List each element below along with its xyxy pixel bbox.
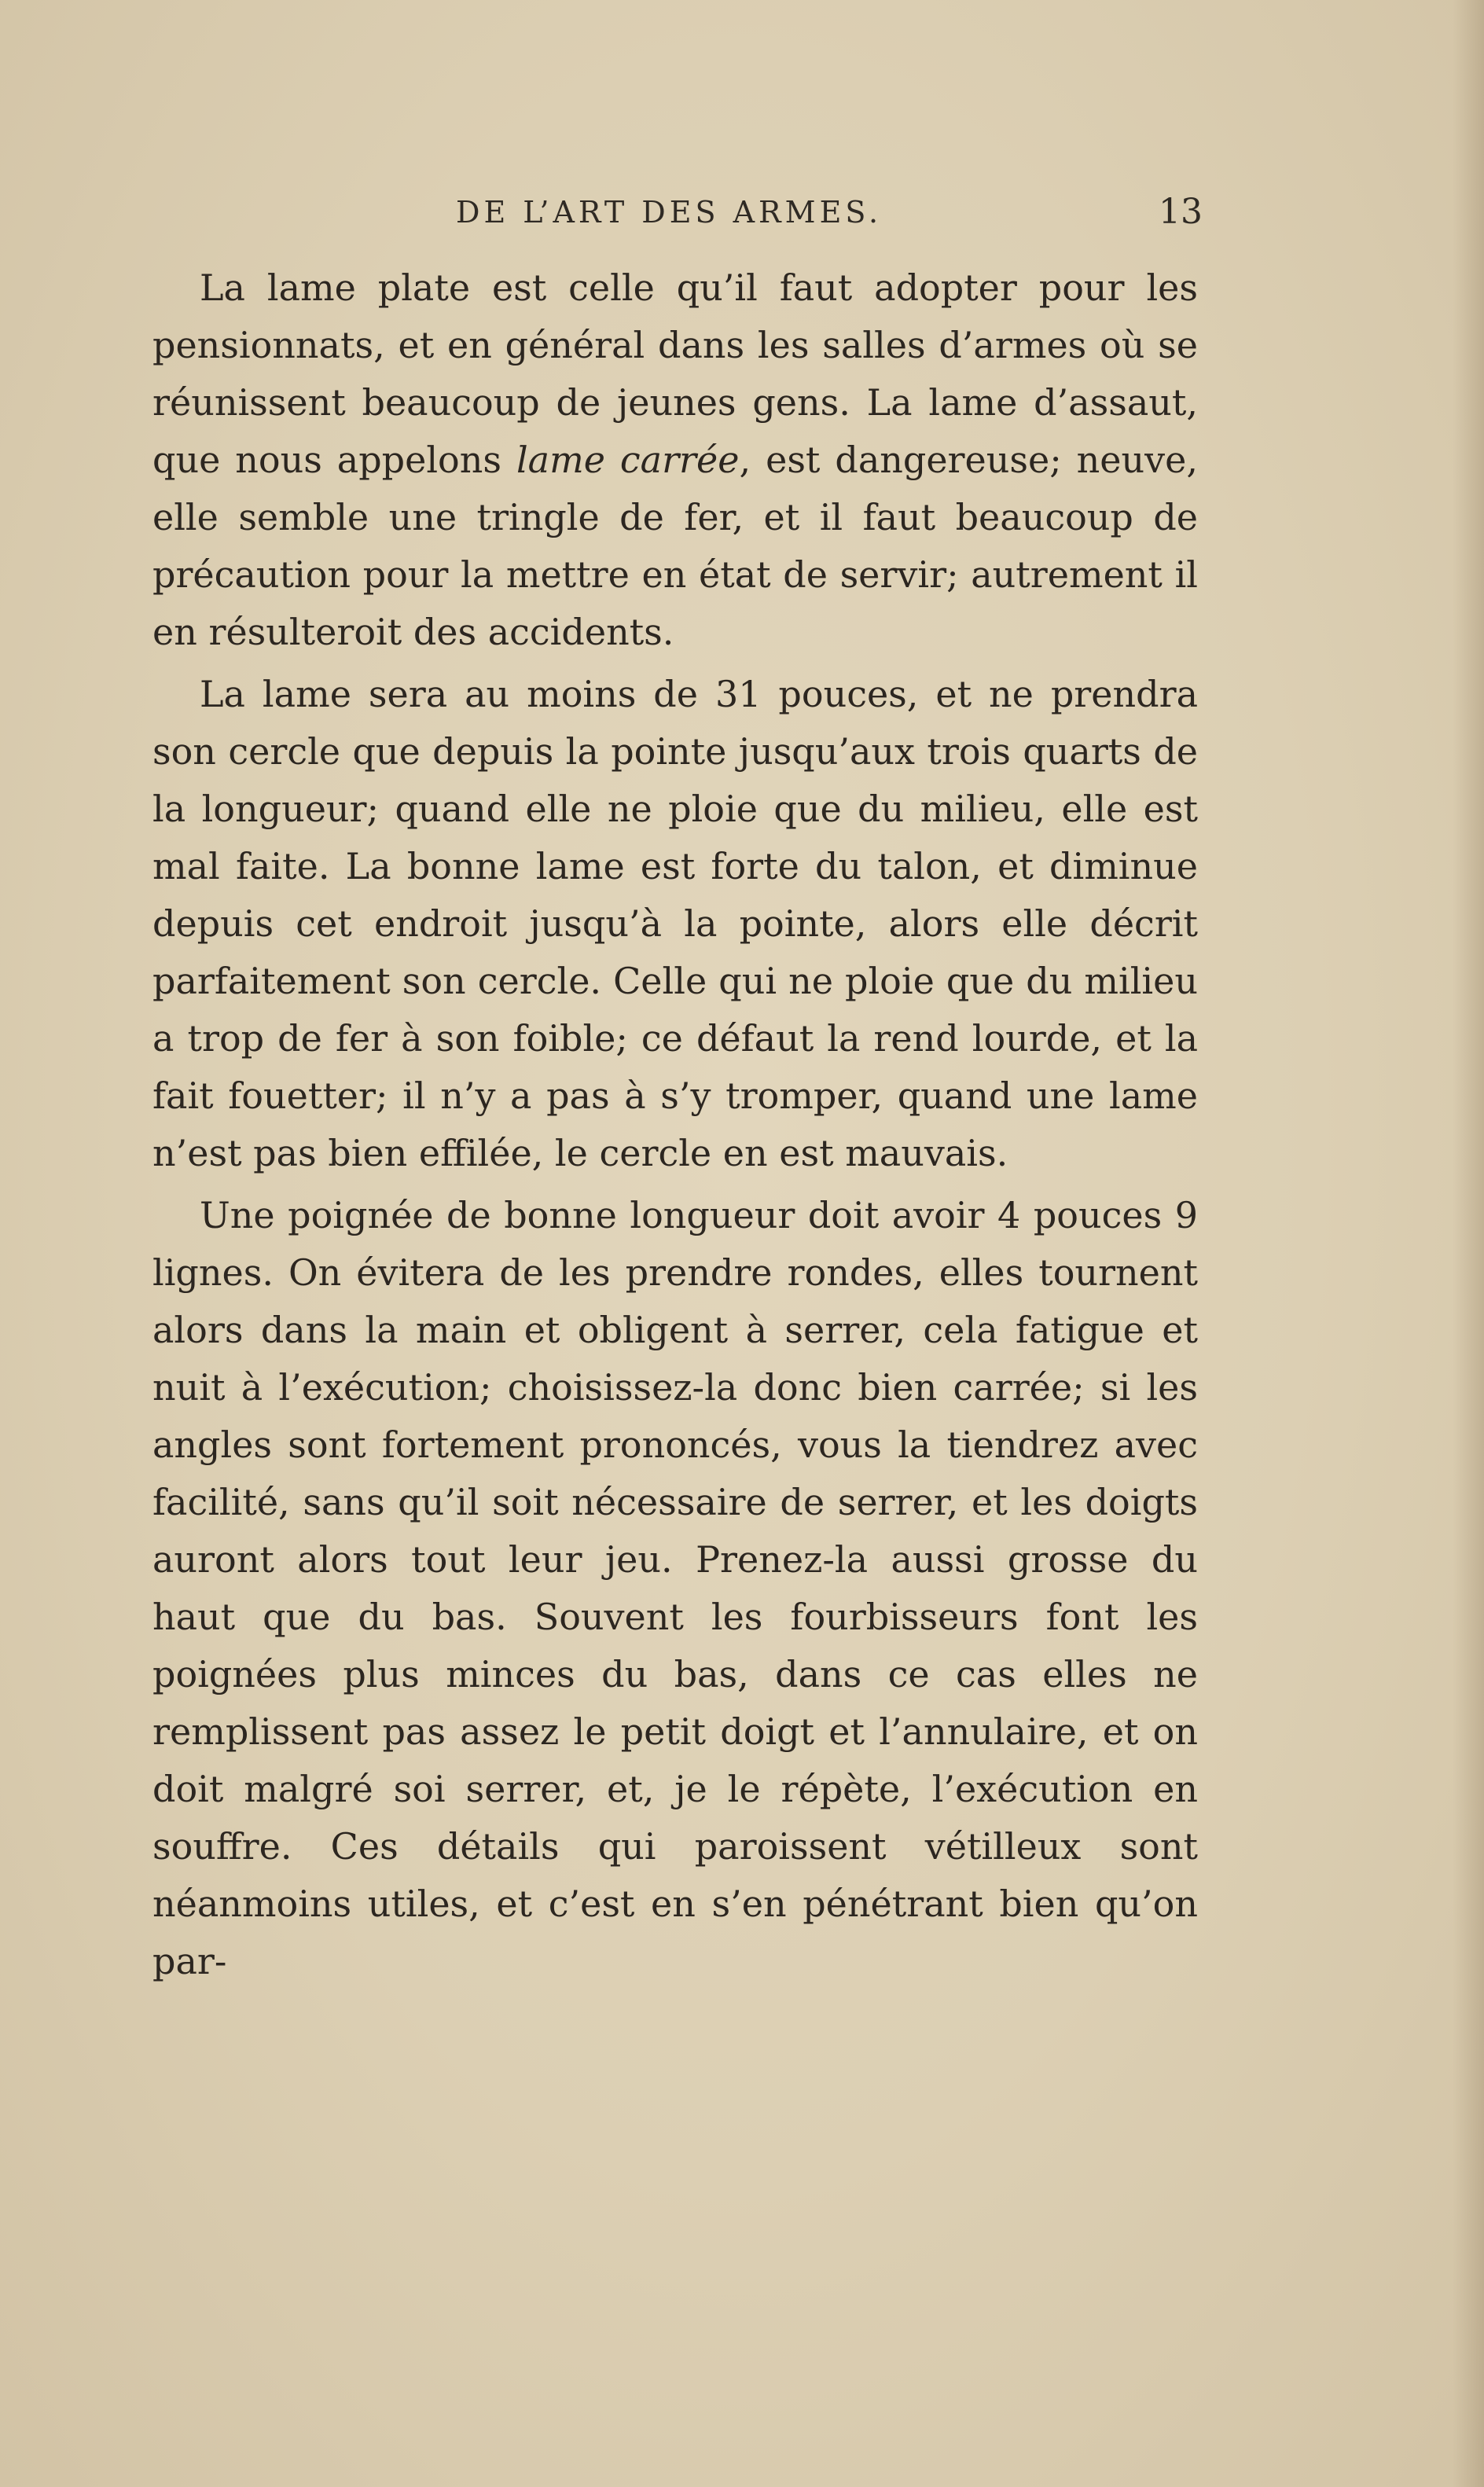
running-title: DE L’ART DES ARMES. [456, 195, 883, 230]
paragraph-grip: Une poignée de bonne longueur doit avoir 4 pouces 9 lignes. On évitera de les prendre rondes, elles tournent alors dans la main et obligent à serrer, cela fatigue et nuit à l’exécution; choisissez-la donc bien carrée; si les angles sont fortement prononcés, vous la tiendrez avec facilité, sans qu’il soit nécessaire de serrer, et les doigts auront alors tout leur jeu. Prenez-la aussi grosse du haut que du bas. Souvent les fourbisseurs font les poignées plus minces du bas, dans ce cas elles ne remplissent pas assez le petit doigt et l’annulaire, et on doit malgré soi serrer, et, je le répète, l’exécution en souffre. Ces détails qui paroissent vétilleux sont néanmoins utiles, et c’est en s’en pénétrant bien qu’on par- [152, 1194, 1198, 1982]
paragraph-text: , est dangereuse; neuve, elle semble une tringle de fer, et il faut beaucoup de précaution pour la mettre en état de servir; autrement il en résulteroit des accidents. [152, 439, 1198, 653]
paragraph-blade-length: La lame sera au moins de 31 pouces, et ne prendra son cercle que depuis la pointe jusqu’aux trois quarts de la longueur; quand elle ne ploie que du milieu, elle est mal faite. La bonne lame est forte du talon, et diminue depuis cet endroit jusqu’à la pointe, alors elle décrit parfaitement son cercle. Celle qui ne ploie que du milieu a trop de fer à son foible; ce défaut la rend lourde, et la fait fouetter; il n’y a pas à s’y tromper, quand une lame n’est pas bien effilée, le cercle en est mauvais. [152, 673, 1198, 1174]
page-number: 13 [1159, 192, 1203, 232]
paragraph-text: La lame plate est celle qu’il faut adopter pour les pensionnats, et en général dans les salles d’armes où se réunissent beaucoup de jeunes gens. La lame d’assaut, que nous appelons [152, 266, 1198, 481]
page-edge-shadow [1453, 0, 1484, 2487]
page-header [149, 184, 1203, 239]
body-text [152, 259, 1198, 1990]
italic-term: lame carrée [516, 439, 740, 481]
paragraph-blade-type [152, 259, 1198, 661]
